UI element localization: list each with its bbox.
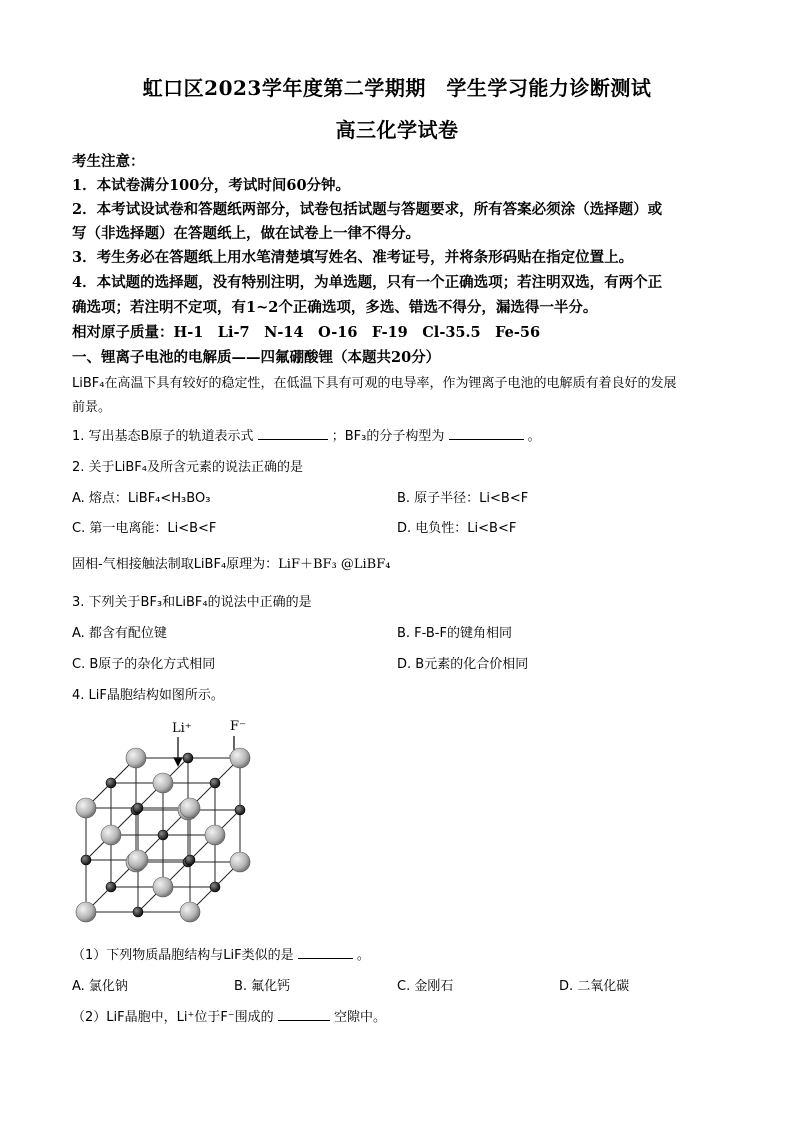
q4-sub1-option-b[interactable]: B. 氟化钙 (234, 979, 291, 994)
li-ion (158, 830, 168, 840)
principle-equation: LiF＋BF₃ @LiBF₄ (278, 557, 391, 572)
question-4-stem: 4. LiF晶胞结构如图所示。 (72, 688, 224, 703)
li-ion (106, 882, 116, 892)
li-ion (210, 882, 220, 892)
li-ion (133, 803, 143, 813)
f-ion (230, 748, 250, 768)
q4-sub2 (72, 1006, 386, 1025)
notice-heading: 考生注意： (72, 153, 145, 170)
q4-sub1-text-a: （1）下列物质晶胞结构与LiF类似的是 (72, 948, 294, 963)
f-ion (153, 877, 173, 897)
f-ion (180, 902, 200, 922)
q1-blank-1[interactable] (258, 427, 328, 440)
f-ion-label: F⁻ (230, 719, 246, 734)
notice-item-3: 3．考生务必在答题纸上用水笔清楚填写姓名、准考证号，并将条形码贴在指定位置上。 (72, 249, 634, 266)
li-ion (81, 855, 91, 865)
q4-sub2-blank[interactable] (278, 1008, 330, 1021)
q1-text-c: 。 (527, 429, 541, 444)
q1-blank-2[interactable] (449, 427, 524, 440)
f-ion (76, 902, 96, 922)
li-ion (185, 855, 195, 865)
li-ion-label: Li⁺ (172, 721, 192, 736)
q1-text-a: 1. 写出基态B原子的轨道表示式 (72, 429, 254, 444)
f-ion (230, 852, 250, 872)
q4-sub1-option-a[interactable]: A. 氯化钠 (72, 979, 128, 994)
notice-item-4b: 确选项；若注明不定项，有1~2个正确选项，多选、错选不得分，漏选得一半分。 (72, 299, 598, 316)
q4-sub1-blank[interactable] (298, 946, 353, 959)
question-2-stem: 2. 关于LiBF₄及所含元素的说法正确的是 (72, 460, 303, 475)
section-heading: 一、锂离子电池的电解质——四氟硼酸锂（本题共20分） (72, 349, 441, 366)
intro-text-line2: 前景。 (72, 400, 112, 415)
q4-sub2-text-b: 空隙中。 (333, 1010, 386, 1025)
q2-option-d[interactable]: D. 电负性：Li<B<F (397, 521, 517, 536)
q2-option-c[interactable]: C. 第一电离能：Li<B<F (72, 521, 217, 536)
question-1 (72, 425, 541, 444)
q4-sub2-text-a: （2）LiF晶胞中，Li⁺位于F⁻围成的 (72, 1010, 274, 1025)
f-ion (126, 748, 146, 768)
li-ion (106, 778, 116, 788)
principle-prefix: 固相-气相接触法制取LiBF₄原理为： (72, 557, 279, 572)
atomic-masses: 相对原子质量：H-1 Li-7 N-14 O-16 F-19 Cl-35.5 Fe-56 (72, 324, 541, 341)
page-subtitle: 高三化学试卷 (335, 118, 459, 142)
page-title: 虹口区2023学年度第二学期期 学生学习能力诊断测试 (142, 76, 652, 100)
f-ion (153, 773, 173, 793)
notice-item-2a: 2．本考试设试卷和答题纸两部分，试卷包括试题与答题要求，所有答案必须涂（选择题）或 (72, 201, 663, 218)
f-ion (128, 850, 148, 870)
li-ion (235, 805, 245, 815)
f-ion (101, 825, 121, 845)
li-ion (183, 753, 193, 763)
f-ion (180, 798, 200, 818)
f-ion (205, 825, 225, 845)
q3-option-c[interactable]: C. B原子的杂化方式相同 (72, 657, 216, 672)
f-ion (76, 798, 96, 818)
q3-option-d[interactable]: D. B元素的化合价相同 (397, 657, 529, 672)
q4-sub1-text-b: 。 (356, 948, 370, 963)
q4-sub1 (72, 944, 370, 963)
principle-line (72, 553, 390, 572)
q4-sub1-option-d[interactable]: D. 二氧化碳 (559, 979, 630, 994)
question-3-stem: 3. 下列关于BF₃和LiBF₄的说法中正确的是 (72, 595, 312, 610)
q4-sub1-option-c[interactable]: C. 金刚石 (397, 979, 454, 994)
li-ion (133, 907, 143, 917)
q3-option-a[interactable]: A. 都含有配位键 (72, 626, 167, 641)
q3-option-b[interactable]: B. F-B-F的键角相同 (397, 626, 512, 641)
notice-item-4a: 4．本试题的选择题，没有特别注明，为单选题，只有一个正确选项；若注明双选，有两个正 (72, 274, 663, 291)
lif-unit-cell-figure (70, 712, 270, 934)
li-ion (210, 778, 220, 788)
q1-text-b: ；BF₃的分子构型为 (331, 429, 445, 444)
notice-item-1: 1．本试卷满分100分，考试时间60分钟。 (72, 177, 351, 194)
notice-item-2b: 写（非选择题）在答题纸上，做在试卷上一律不得分。 (72, 225, 420, 242)
intro-text-line1: LiBF₄在高温下具有较好的稳定性，在低温下具有可观的电导率，作为锂离子电池的电解质有着良好的发展 (72, 376, 677, 391)
q2-option-b[interactable]: B. 原子半径：Li<B<F (397, 491, 529, 506)
q2-option-a[interactable]: A. 熔点：LiBF₄<H₃BO₃ (72, 491, 211, 506)
